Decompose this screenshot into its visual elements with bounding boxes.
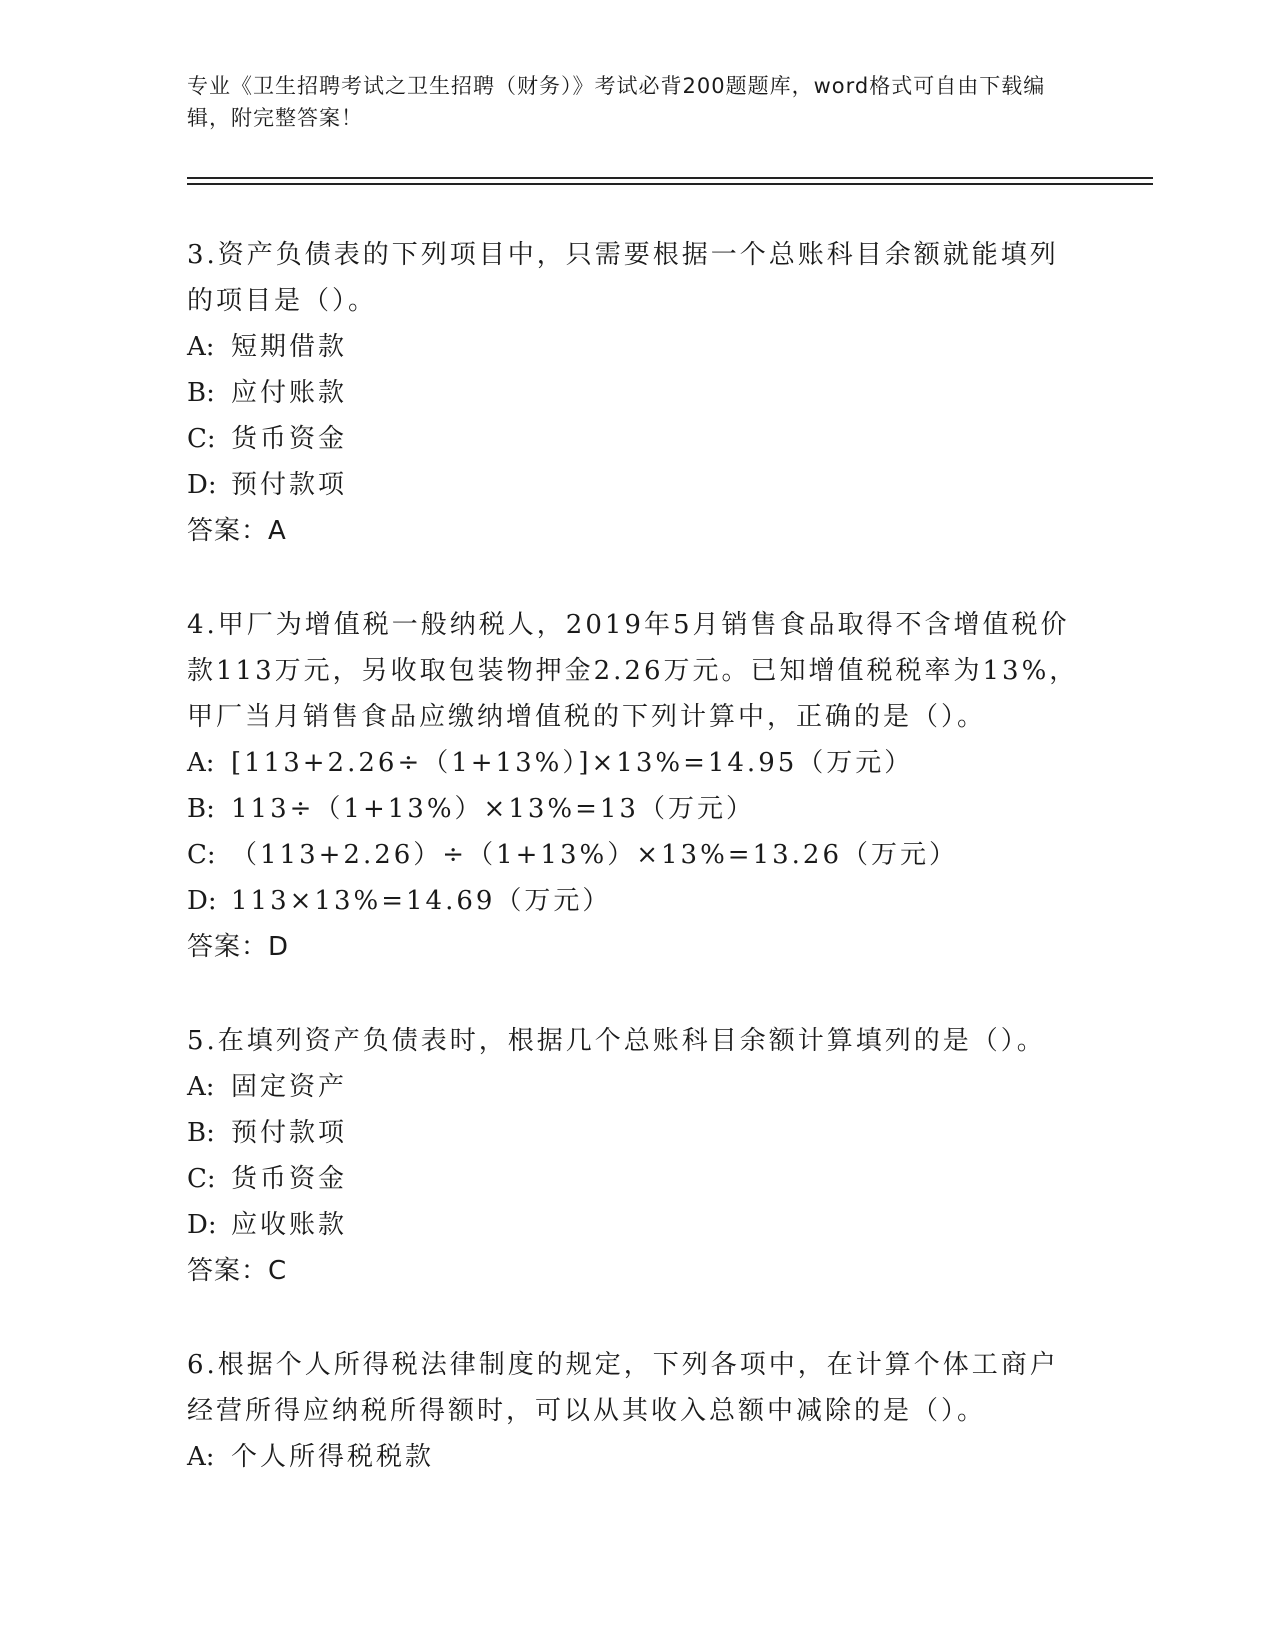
question-5	[187, 1018, 1087, 1294]
option-b	[187, 1110, 1087, 1156]
option-letter: A:	[187, 1442, 215, 1472]
answer-line: 答案：C	[187, 1256, 288, 1286]
option-letter: C:	[187, 1164, 216, 1194]
option-b	[187, 370, 1087, 416]
option-letter: D:	[187, 470, 217, 500]
option-text: 固定资产	[231, 1072, 348, 1102]
option-letter: D:	[187, 886, 217, 916]
option-letter: C:	[187, 840, 216, 870]
document-header: 专业《卫生招聘考试之卫生招聘（财务）》考试必背200题题库，word格式可自由下载编辑，附完整答案！	[187, 74, 1046, 130]
answer-line: 答案：D	[187, 932, 290, 962]
option-letter: A:	[187, 332, 215, 362]
option-c	[187, 1156, 1087, 1202]
option-text: 货币资金	[231, 1164, 348, 1194]
question-stem: 3.资产负债表的下列项目中，只需要根据一个总账科目余额就能填列的项目是（）。	[187, 240, 1059, 316]
answer-line: 答案：A	[187, 516, 287, 546]
option-letter: B:	[187, 1118, 215, 1148]
option-letter: C:	[187, 424, 216, 454]
option-a	[187, 740, 1087, 786]
question-4	[187, 602, 1087, 970]
option-c	[187, 416, 1087, 462]
option-c	[187, 832, 1087, 878]
option-text: 113×13%=14.69（万元）	[231, 886, 612, 916]
question-list	[187, 232, 1087, 1528]
option-text: （113+2.26）÷（1+13%）×13%=13.26（万元）	[231, 840, 958, 870]
option-text: 应付账款	[231, 378, 348, 408]
option-letter: A:	[187, 748, 215, 778]
option-text: 个人所得税税款	[231, 1442, 435, 1472]
option-d	[187, 1202, 1087, 1248]
header-divider-bottom	[187, 183, 1153, 185]
option-text: 货币资金	[231, 424, 348, 454]
header-divider-top	[187, 177, 1153, 179]
option-text: 短期借款	[231, 332, 348, 362]
option-text: 预付款项	[231, 1118, 348, 1148]
option-a	[187, 1434, 1087, 1480]
option-letter: B:	[187, 378, 215, 408]
question-stem: 6.根据个人所得税法律制度的规定，下列各项中，在计算个体工商户经营所得应纳税所得额时，可以从其收入总额中减除的是（）。	[187, 1350, 1059, 1426]
question-3	[187, 232, 1087, 554]
question-stem: 5.在填列资产负债表时，根据几个总账科目余额计算填列的是（）。	[187, 1026, 1046, 1056]
option-text: 113÷（1+13%）×13%=13（万元）	[231, 794, 755, 824]
option-letter: B:	[187, 794, 215, 824]
option-text: 预付款项	[231, 470, 348, 500]
option-text: [113+2.26÷（1+13%）]×13%=14.95（万元）	[231, 748, 914, 778]
option-d	[187, 878, 1087, 924]
question-stem: 4.甲厂为增值税一般纳税人，2019年5月销售食品取得不含增值税价款113万元，另收取包装物押金2.26万元。已知增值税税率为13%，甲厂当月销售食品应缴纳增值税的下列计算中，正确的是（）。	[187, 610, 1079, 732]
option-a	[187, 324, 1087, 370]
question-6	[187, 1342, 1087, 1480]
option-d	[187, 462, 1087, 508]
option-letter: D:	[187, 1210, 217, 1240]
option-letter: A:	[187, 1072, 215, 1102]
option-b	[187, 786, 1087, 832]
option-text: 应收账款	[231, 1210, 348, 1240]
option-a	[187, 1064, 1087, 1110]
